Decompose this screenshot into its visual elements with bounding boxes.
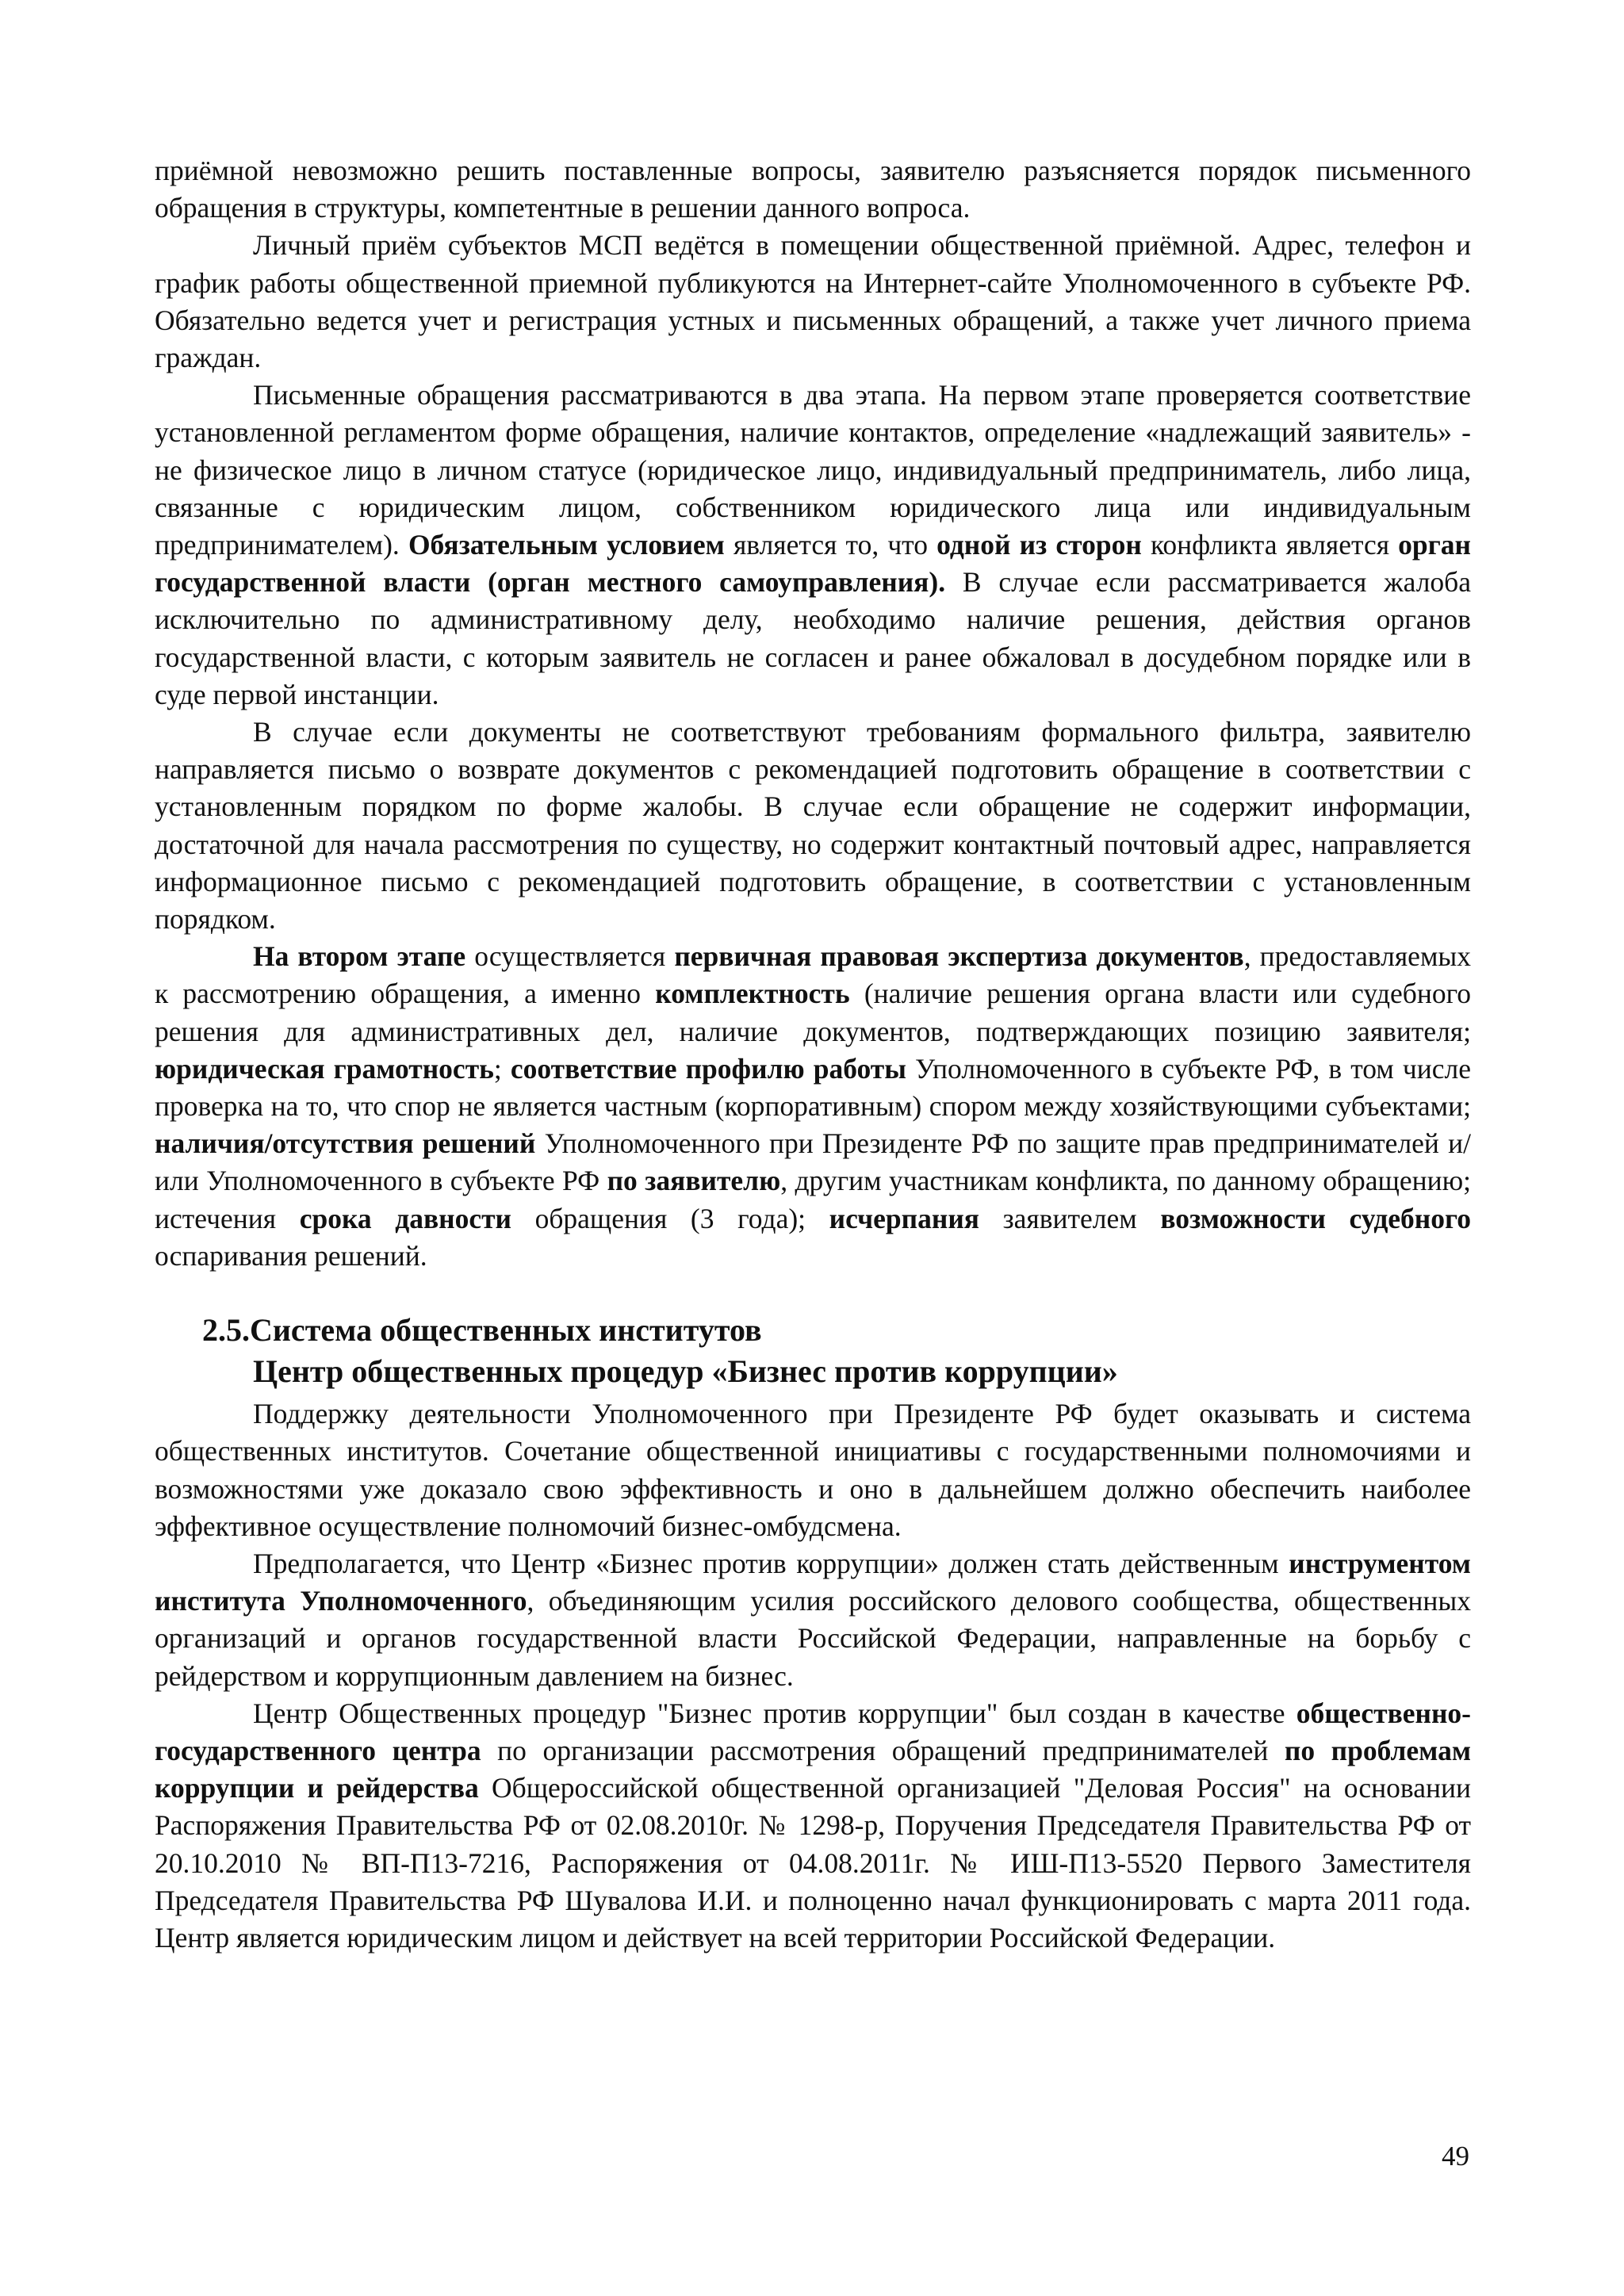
paragraph-written-appeals [155, 377, 1471, 714]
bold-text: по заявителю [607, 1165, 781, 1197]
paragraph-text: (наличие решения органа власти или судебного решения для административных дел, наличие документов, подтверждающих позицию заявителя; [155, 978, 1471, 1047]
paragraph-center-role [155, 1545, 1471, 1695]
paragraph-text: осуществляется [465, 940, 675, 973]
bold-text: по проблемам коррупции и рейдерства [155, 1734, 1472, 1804]
paragraph-text: , объединяющим усилия российского делового сообщества, общественных организаций и органов государственной власти Российской Федерации, направленные на борьбу с рейдерством и коррупционным давлением на бизнес. [155, 1585, 1471, 1692]
paragraph-text: заявителем [979, 1202, 1161, 1234]
paragraph-personal-reception [155, 227, 1471, 377]
bold-text: Обязательным условием [408, 529, 725, 561]
paragraph-text: Центр Общественных процедур "Бизнес против коррупции" был создан в качестве [253, 1697, 1297, 1729]
paragraph-text: В случае если рассматривается жалоба исключительно по административному делу, необходимо наличие решения, действия органов государственной власти, с которым заявитель не согласен и ранее обжаловал в досудебном порядке или в суде первой инстанции. [155, 566, 1472, 710]
bold-text: На втором этапе [253, 940, 466, 973]
bold-text: одной из сторон [936, 529, 1142, 561]
bold-text: исчерпания [829, 1202, 979, 1234]
paragraph-text: Письменные обращения рассматриваются в два этапа. На первом этапе проверяется соответствие установленной регламентом форме обращения, наличие контактов, определение «надлежащий заявитель» - не физическое лицо в личном статусе (юридическое лицо, индивидуальный предприниматель, либо лица, связанные с юридическим лицом, собственником юридического лица или индивидуальным предпринимателем). [155, 379, 1471, 561]
paragraph-center-creation [155, 1695, 1471, 1957]
paragraph-text: Предполагается, что Центр «Бизнес против коррупции» должен стать действенным [253, 1547, 1289, 1579]
bold-text: общественно-государственного центра [155, 1697, 1471, 1766]
paragraph-text: ; [493, 1052, 511, 1085]
paragraph-text: конфликта является [1141, 529, 1399, 561]
paragraph-continuation [155, 152, 1471, 227]
paragraph-text: , предоставляемых к рассмотрению обращения, а именно [155, 940, 1472, 1010]
bold-text: орган государственной власти (орган местного самоуправления). [155, 529, 1471, 599]
paragraph-text: , другим участникам конфликта, по данному обращению; истечения [155, 1165, 1472, 1234]
paragraph-text: Поддержку деятельности Уполномоченного при Президенте РФ будет оказывать и система общественных институтов. Сочетание общественной инициативы с государственными полномочиями и возможностями уже доказало свою эффективность и оно в дальнейшем должно обеспечить наиболее эффективное осуществление полномочий бизнес-омбудсмена. [155, 1398, 1471, 1542]
bold-text: первичная правовая экспертиза документов [674, 940, 1244, 973]
paragraph-text: оспаривания решений. [155, 1239, 427, 1272]
section-heading: 2.5.Система общественных институтов [202, 1312, 762, 1349]
bold-text: возможности судебного [1160, 1202, 1472, 1234]
paragraph-text: Личный приём субъектов МСП ведётся в помещении общественной приёмной. Адрес, телефон и график работы общественной приемной публикуются на Интернет-сайте Уполномоченного в субъекте РФ. Обязательно ведется учет и регистрация устных и письменных обращений, а также учет личного приема граждан. [155, 229, 1471, 374]
page-number: 49 [1442, 2141, 1469, 2172]
paragraph-text: Уполномоченного при Президенте РФ по защите прав предпринимателей и/или Уполномоченного в субъекте РФ [155, 1127, 1471, 1197]
bold-text: наличия/отсутствия решений [155, 1127, 536, 1160]
paragraph-text: Уполномоченного в субъекте РФ, в том числе проверка на то, что спор не является частным (корпоративным) спором между хозяйствующими субъектами; [155, 1052, 1472, 1123]
paragraph-text: В случае если документы не соответствуют требованиям формального фильтра, заявителю направляется письмо о возврате документов с рекомендацией подготовить обращение в соответствии с установленным порядком по форме жалобы. В случае если обращение не содержит информации, достаточной для начала рассмотрения по существу, но содержит контактный почтовый адрес, направляется информационное письмо с рекомендацией подготовить обращение, в соответствии с установленным порядком. [155, 716, 1471, 936]
paragraph-text: приёмной невозможно решить поставленные вопросы, заявителю разъясняется порядок письменного обращения в структуры, компетентные в решении данного вопроса. [155, 155, 1471, 224]
bold-text: соответствие профилю работы [510, 1052, 906, 1085]
paragraph-public-institutions [155, 1395, 1471, 1545]
document-page [155, 152, 1471, 1957]
paragraph-text: Общероссийской общественной организацией "Деловая Россия" на основании Распоряжения Правительства РФ от 02.08.2010г. № 1298-р, Поручения Председателя Правительства РФ от 20.10.2010 № ВП-П13-7216, Распоряжения от 04.08.2011г. № ИШ-П13-5520 Первого Заместителя Председателя Правительства РФ Шувалова И.И. и полноценно начал функционировать с марта 2011 года. Центр является юридическим лицом и действует на всей территории Российской Федерации. [155, 1772, 1471, 1954]
paragraph-text: обращения (3 года); [511, 1202, 829, 1234]
bold-text: инструментом института Уполномоченного [155, 1547, 1471, 1617]
section-subheading: Центр общественных процедур «Бизнес против коррупции» [253, 1353, 1118, 1390]
paragraph-text: по организации рассмотрения обращений предпринимателей [481, 1734, 1285, 1766]
paragraph-text: является то, что [724, 529, 937, 561]
paragraph-formal-filter [155, 714, 1471, 938]
bold-text: комплектность [655, 978, 850, 1010]
bold-text: срока давности [299, 1202, 511, 1234]
bold-text: юридическая грамотность [155, 1052, 494, 1085]
paragraph-second-stage [155, 938, 1471, 1275]
